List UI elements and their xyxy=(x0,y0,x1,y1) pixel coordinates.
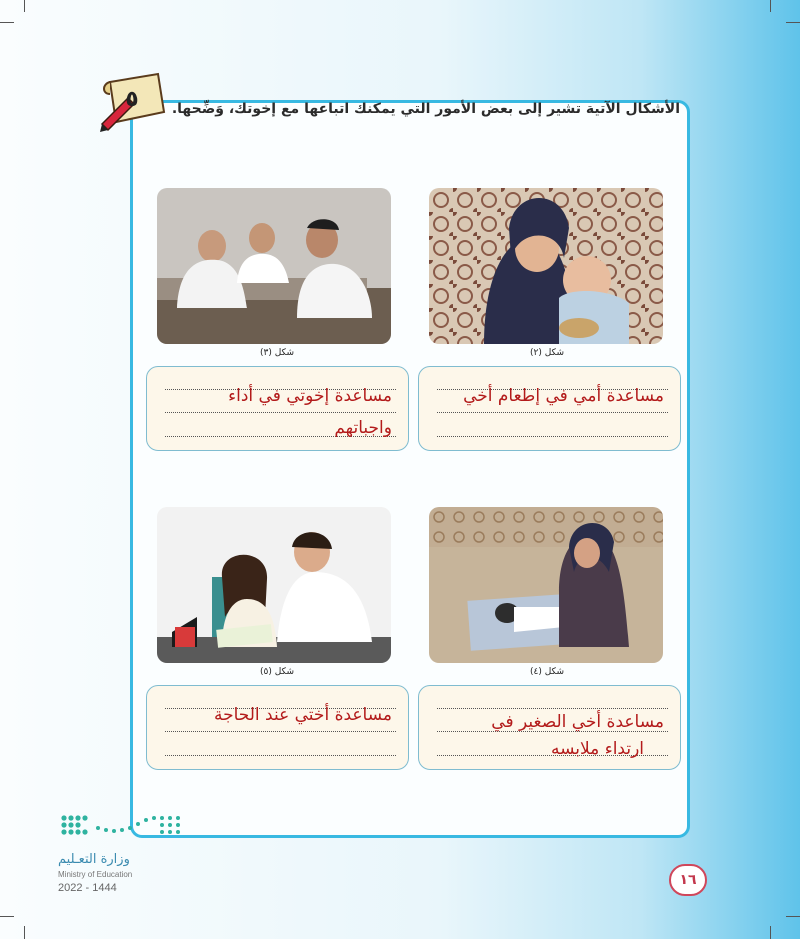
ministry-name-english: Ministry of Education xyxy=(58,870,133,879)
answer-box-figure-2[interactable] xyxy=(418,366,681,451)
answer-box-figure-5[interactable] xyxy=(146,685,409,770)
answer-text: واجباتهم xyxy=(334,418,392,438)
crop-mark xyxy=(786,22,800,23)
answer-text: مساعدة أختي عند الحاجة xyxy=(213,705,392,725)
answer-text: ارتداء ملابسه xyxy=(551,739,644,759)
answer-box-figure-4[interactable] xyxy=(418,685,681,770)
answer-text: مساعدة أمي في إطعام أخي xyxy=(463,386,664,406)
photo-figure-3 xyxy=(157,188,391,344)
ministry-logo xyxy=(58,810,188,848)
page-number: ١٦ xyxy=(669,864,707,896)
crop-mark xyxy=(770,0,771,12)
crop-mark xyxy=(0,916,14,917)
crop-mark xyxy=(786,916,800,917)
answer-box-figure-3[interactable] xyxy=(146,366,409,451)
figure-caption: شكل (٤) xyxy=(530,667,565,677)
crop-mark xyxy=(24,0,25,12)
photo-figure-4 xyxy=(429,507,663,663)
figure-caption: شكل (٣) xyxy=(260,348,295,358)
crop-mark xyxy=(770,926,771,939)
crop-mark xyxy=(0,22,14,23)
edition-year: 2022 - 1444 xyxy=(58,882,117,894)
answer-text: مساعدة أخي الصغير في xyxy=(491,712,664,732)
figure-caption: شكل (٢) xyxy=(530,348,565,358)
exercise-badge xyxy=(98,68,168,134)
photo-figure-2 xyxy=(429,188,663,344)
exercise-number: ٥ xyxy=(125,87,139,112)
ministry-name-arabic: وزارة التعـليم xyxy=(58,852,130,867)
answer-text: مساعدة إخوتي في أداء xyxy=(228,386,392,406)
instruction-text: الأشكال الآتية تشير إلى بعض الأمور التي يمكنك اتباعها مع إخوتك، وَضِّحها. xyxy=(171,101,680,117)
crop-mark xyxy=(24,926,25,939)
figure-caption: شكل (٥) xyxy=(260,667,295,677)
photo-figure-5 xyxy=(157,507,391,663)
